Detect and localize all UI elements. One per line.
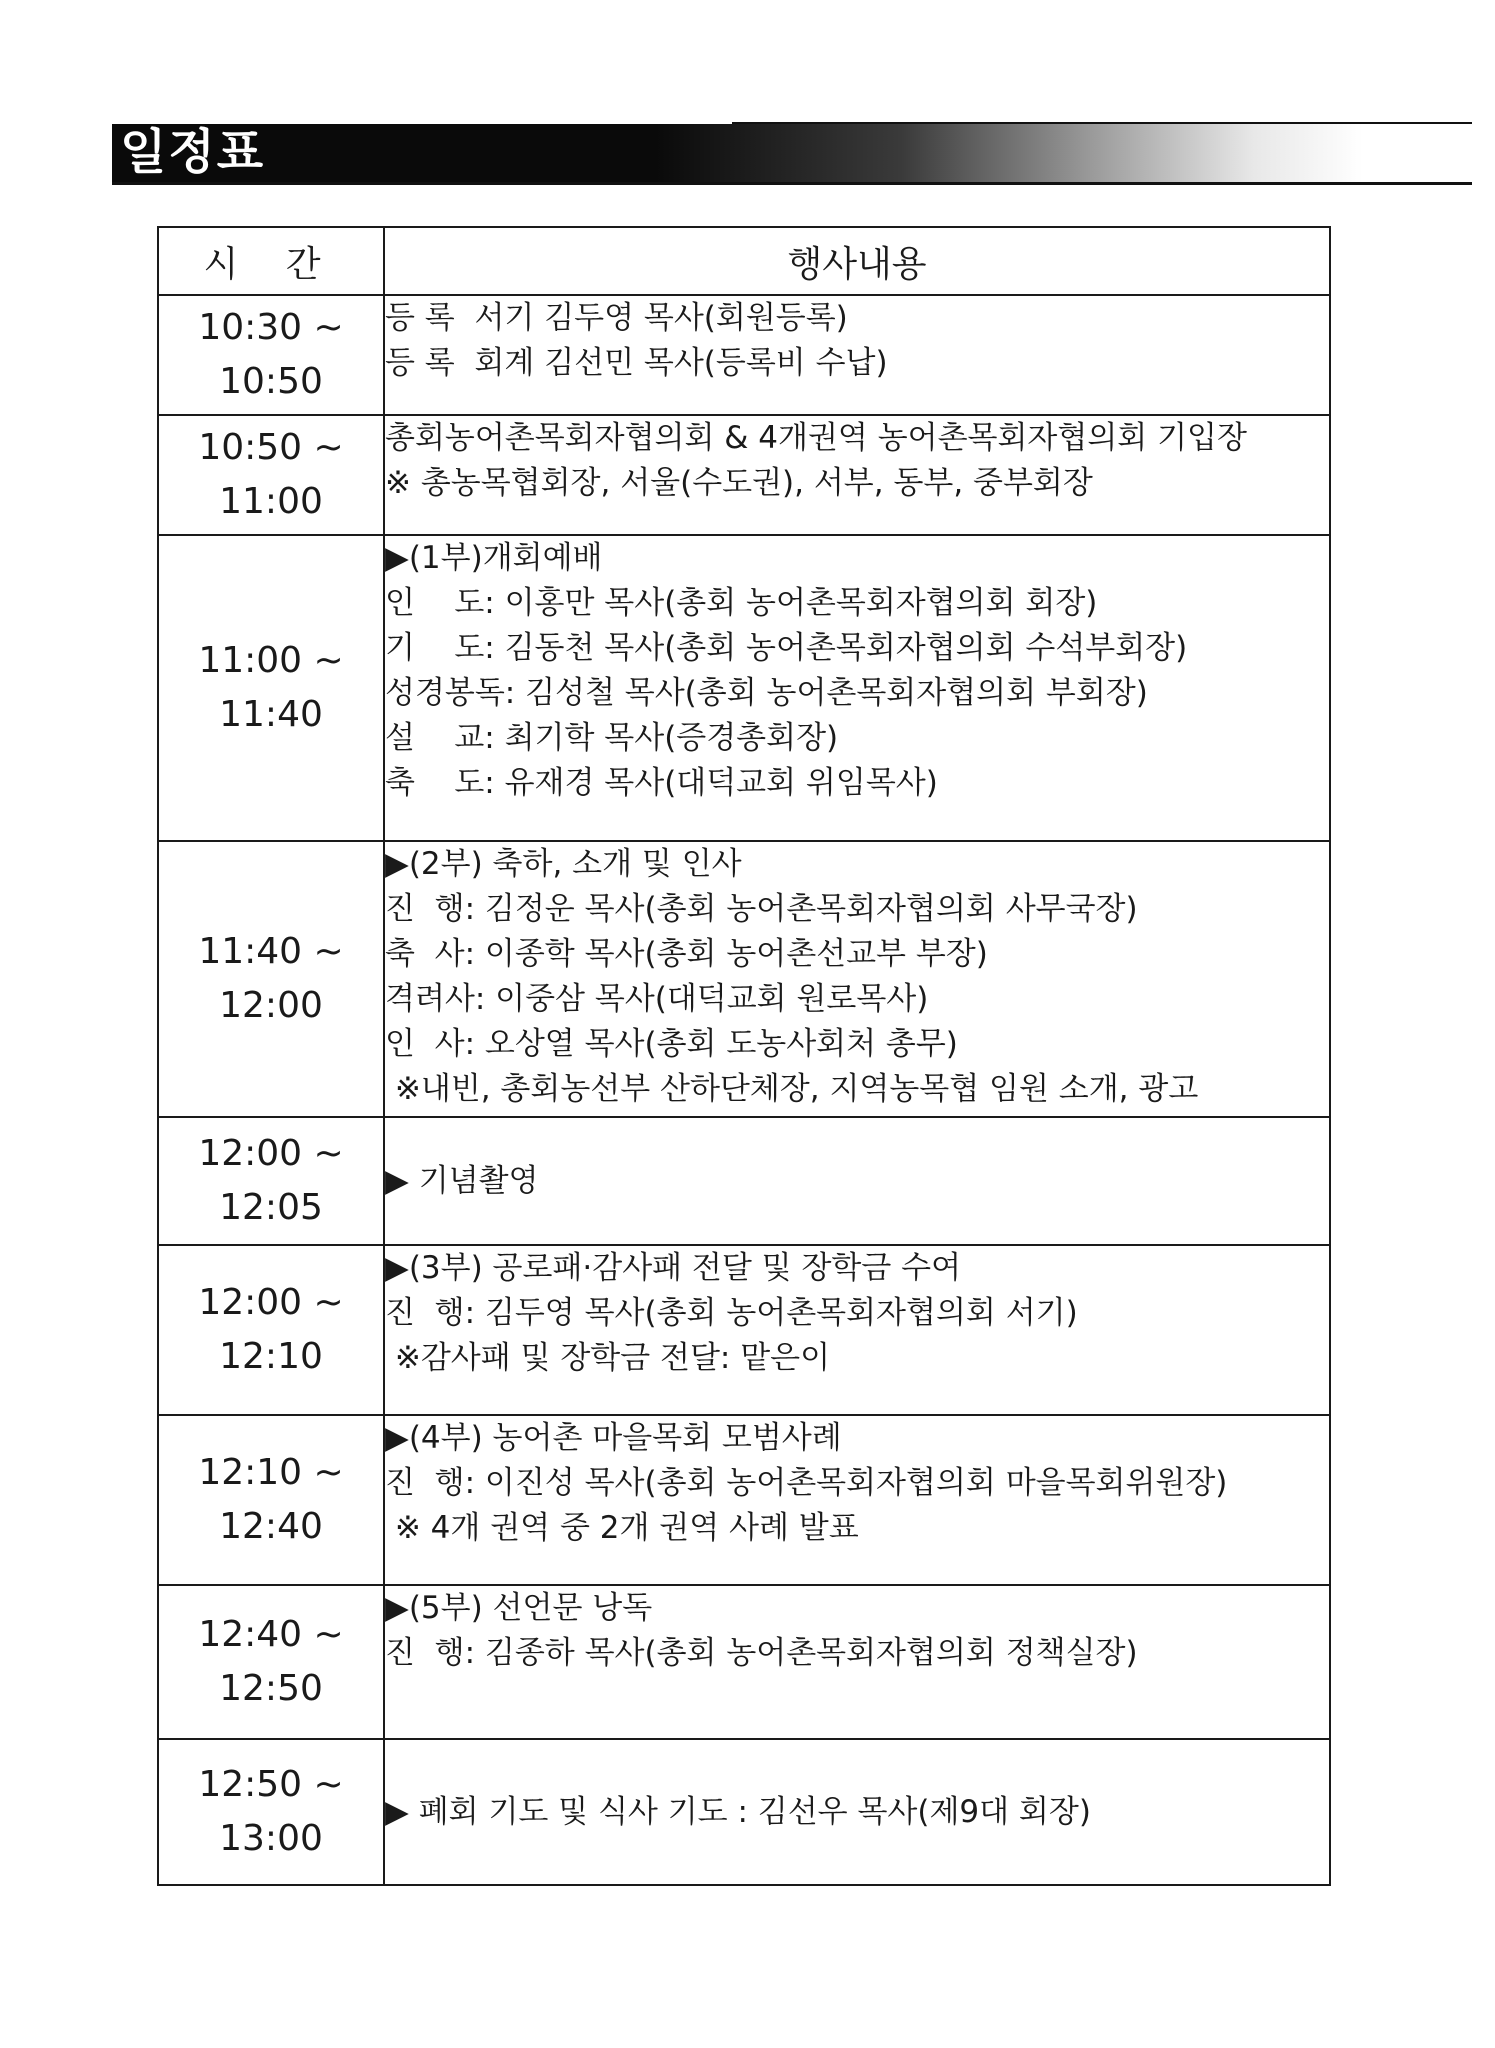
time-end: 12:10 <box>219 1336 323 1377</box>
time-start: 12:40 ~ <box>198 1614 344 1655</box>
content-line: ▶ 기념촬영 <box>385 1162 539 1199</box>
content-cell <box>384 1415 1330 1585</box>
time-cell <box>158 415 384 535</box>
time-cell <box>158 1245 384 1415</box>
table-header-row <box>158 227 1330 295</box>
time-start: 12:50 ~ <box>198 1764 344 1805</box>
content-line: 인 사: 오상열 목사(총회 도농사회처 총무) <box>385 1026 958 1062</box>
content-line: 축 도: 유재경 목사(대덕교회 위임목사) <box>385 765 938 801</box>
table-row <box>158 1585 1330 1739</box>
time-cell <box>158 1739 384 1885</box>
header-rule-top <box>732 122 1472 124</box>
page-title: 일정표 <box>120 124 266 180</box>
content-cell <box>384 1245 1330 1415</box>
table-row <box>158 415 1330 535</box>
content-cell <box>384 841 1330 1117</box>
schedule-table <box>157 226 1331 1886</box>
time-start: 12:00 ~ <box>198 1282 344 1323</box>
time-cell <box>158 841 384 1117</box>
content-line: ▶ 폐회 기도 및 식사 기도 : 김선우 목사(제9대 회장) <box>385 1793 1091 1830</box>
time-start: 12:10 ~ <box>198 1452 344 1493</box>
content-line: 성경봉독: 김성철 목사(총회 농어촌목회자협의회 부회장) <box>385 675 1148 711</box>
header-gradient-bar <box>112 124 1472 182</box>
table-row <box>158 1117 1330 1245</box>
content-line: ▶(5부) 선언문 낭독 <box>385 1590 653 1626</box>
content-line: 진 행: 김두영 목사(총회 농어촌목회자협의회 서기) <box>385 1295 1078 1331</box>
content-cell <box>384 1585 1330 1739</box>
time-end: 11:40 <box>219 694 323 735</box>
time-end: 12:00 <box>219 985 323 1026</box>
time-end: 12:40 <box>219 1506 323 1547</box>
table-row <box>158 1739 1330 1885</box>
time-end: 11:00 <box>219 481 323 522</box>
content-line: ※감사패 및 장학금 전달: 맡은이 <box>385 1340 831 1376</box>
time-end: 12:05 <box>219 1187 323 1228</box>
content-line: ▶(2부) 축하, 소개 및 인사 <box>385 846 742 882</box>
time-cell <box>158 295 384 415</box>
time-end: 10:50 <box>219 361 323 402</box>
time-start: 11:00 ~ <box>198 640 344 681</box>
time-cell <box>158 1415 384 1585</box>
time-cell <box>158 1585 384 1739</box>
time-start: 10:50 ~ <box>198 427 344 468</box>
content-cell <box>384 535 1330 841</box>
time-start: 10:30 ~ <box>198 307 344 348</box>
table-row <box>158 295 1330 415</box>
time-start: 12:00 ~ <box>198 1133 344 1174</box>
header-content: 행사내용 <box>384 227 1330 295</box>
content-line: ※ 4개 권역 중 2개 권역 사례 발표 <box>385 1510 859 1546</box>
content-line: ▶(4부) 농어촌 마을목회 모범사례 <box>385 1420 842 1456</box>
header-rule-bottom <box>112 182 1472 185</box>
content-line: 진 행: 김정운 목사(총회 농어촌목회자협의회 사무국장) <box>385 891 1138 927</box>
table-row <box>158 535 1330 841</box>
content-line: 진 행: 이진성 목사(총회 농어촌목회자협의회 마을목회위원장) <box>385 1465 1228 1501</box>
content-line: 등 록 회계 김선민 목사(등록비 수납) <box>385 345 888 381</box>
content-line: 축 사: 이종학 목사(총회 농어촌선교부 부장) <box>385 936 988 972</box>
content-cell <box>384 1739 1330 1885</box>
content-line: 격려사: 이중삼 목사(대덕교회 원로목사) <box>385 981 929 1017</box>
content-cell <box>384 1117 1330 1245</box>
header-time: 시 간 <box>158 227 384 295</box>
content-line: ※ 총농목협회장, 서울(수도권), 서부, 동부, 중부회장 <box>385 465 1093 501</box>
content-line: 등 록 서기 김두영 목사(회원등록) <box>385 300 848 336</box>
page-header <box>112 118 1472 184</box>
table-row <box>158 841 1330 1117</box>
time-end: 13:00 <box>219 1818 323 1859</box>
content-cell <box>384 415 1330 535</box>
content-line: ▶(3부) 공로패·감사패 전달 및 장학금 수여 <box>385 1250 962 1286</box>
content-line: ▶(1부)개회예배 <box>385 540 603 576</box>
table-row <box>158 1415 1330 1585</box>
content-line: 총회농어촌목회자협의회 & 4개권역 농어촌목회자협의회 기입장 <box>385 420 1247 456</box>
table-row <box>158 1245 1330 1415</box>
content-line: 인 도: 이홍만 목사(총회 농어촌목회자협의회 회장) <box>385 585 1098 621</box>
content-line: ※내빈, 총회농선부 산하단체장, 지역농목협 임원 소개, 광고 <box>385 1071 1199 1107</box>
content-line: 진 행: 김종하 목사(총회 농어촌목회자협의회 정책실장) <box>385 1635 1138 1671</box>
content-cell <box>384 295 1330 415</box>
time-end: 12:50 <box>219 1668 323 1709</box>
content-line: 설 교: 최기학 목사(증경총회장) <box>385 720 839 756</box>
content-line: 기 도: 김동천 목사(총회 농어촌목회자협의회 수석부회장) <box>385 630 1188 666</box>
time-cell <box>158 535 384 841</box>
time-cell <box>158 1117 384 1245</box>
time-start: 11:40 ~ <box>198 931 344 972</box>
